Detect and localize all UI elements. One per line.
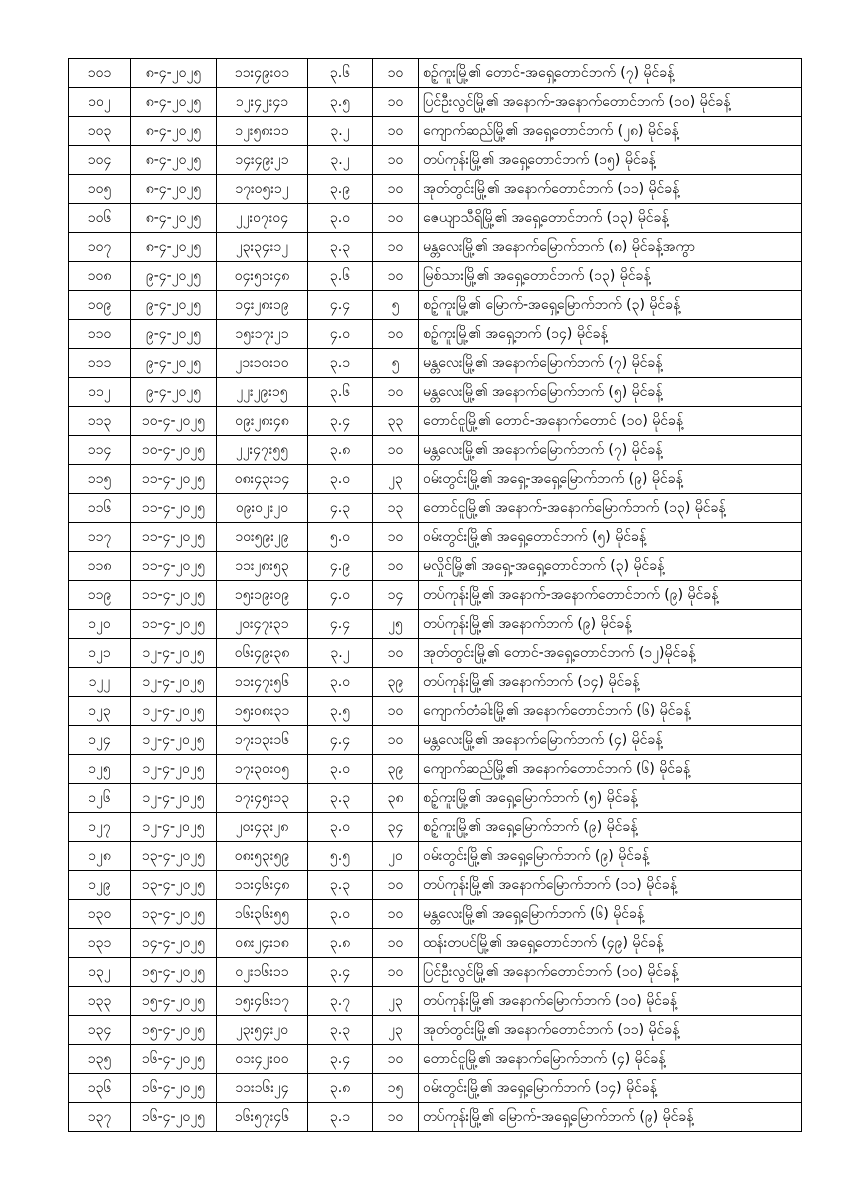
depth-cell: ၁၀ — [373, 117, 419, 146]
location-cell: တောင်ငူမြို့၏ တောင်-အနောက်တောင် (၁၀) မိုင်ခန့် — [419, 407, 802, 436]
location-cell: ဝမ်းတွင်းမြို့၏ အရှေ့-အရှေ့မြောက်ဘက် (၉) မိုင်ခန့် — [419, 465, 802, 494]
date-cell: ၁၂-၄-၂၀၂၅ — [131, 697, 217, 726]
time-cell: ၀၂း၁၆း၁၁ — [217, 958, 308, 987]
table-row — [69, 581, 802, 610]
table-body — [69, 59, 802, 1132]
table-row — [69, 697, 802, 726]
location-cell: တောင်ငူမြို့၏ အနောက်မြောက်ဘက် (၄) မိုင်ခန့် — [419, 1045, 802, 1074]
date-cell: ၈-၄-၂၀၂၅ — [131, 117, 217, 146]
row-number: ၁၃၃ — [69, 987, 131, 1016]
depth-cell: ၁၀ — [373, 204, 419, 233]
row-number: ၁၃၁ — [69, 929, 131, 958]
table-row — [69, 146, 802, 175]
depth-cell: ၁၀ — [373, 88, 419, 117]
earthquake-table — [68, 58, 802, 1132]
magnitude-cell: ၃.၉ — [308, 175, 373, 204]
location-cell: တပ်ကုန်းမြို့၏ အနောက်မြောက်ဘက် (၁၀) မိုင်ခန့် — [419, 987, 802, 1016]
date-cell: ၁၁-၄-၂၀၂၅ — [131, 552, 217, 581]
time-cell: ၀၉း၀၂း၂၀ — [217, 494, 308, 523]
depth-cell: ၃၉ — [373, 668, 419, 697]
row-number: ၁၂၁ — [69, 639, 131, 668]
table-row — [69, 900, 802, 929]
magnitude-cell: ၃.၇ — [308, 987, 373, 1016]
depth-cell: ၃၄ — [373, 813, 419, 842]
table-row — [69, 842, 802, 871]
date-cell: ၉-၄-၂၀၂၅ — [131, 349, 217, 378]
time-cell: ၁၂း၄၂း၄၁ — [217, 88, 308, 117]
location-cell: စဉ့်ကူးမြို့၏ အရှေ့ဘက် (၁၄) မိုင်ခန့် — [419, 320, 802, 349]
row-number: ၁၀၆ — [69, 204, 131, 233]
row-number: ၁၁၇ — [69, 523, 131, 552]
depth-cell: ၃၈ — [373, 784, 419, 813]
magnitude-cell: ၃.၀ — [308, 813, 373, 842]
table-row — [69, 349, 802, 378]
magnitude-cell: ၅.၅ — [308, 842, 373, 871]
location-cell: မန္တလေးမြို့၏ အနောက်မြောက်ဘက် (၇) မိုင်ခန့် — [419, 436, 802, 465]
time-cell: ၁၇း၁၃း၁၆ — [217, 726, 308, 755]
location-cell: မလှိုင်မြို့၏ အရှေ့-အရှေ့တောင်ဘက် (၃) မိုင်ခန့် — [419, 552, 802, 581]
location-cell: ကျောက်ဆည်မြို့၏ အနောက်တောင်ဘက် (၆) မိုင်ခန့် — [419, 755, 802, 784]
magnitude-cell: ၃.၀ — [308, 204, 373, 233]
time-cell: ၁၁း၄၉း၀၁ — [217, 59, 308, 88]
magnitude-cell: ၃.၂ — [308, 117, 373, 146]
table-row — [69, 552, 802, 581]
depth-cell: ၂၅ — [373, 610, 419, 639]
table-row — [69, 262, 802, 291]
magnitude-cell: ၃.၅ — [308, 88, 373, 117]
depth-cell: ၁၀ — [373, 59, 419, 88]
date-cell: ၁၀-၄-၂၀၂၅ — [131, 407, 217, 436]
magnitude-cell: ၄.၀ — [308, 320, 373, 349]
time-cell: ၁၁း၁၆း၂၄ — [217, 1074, 308, 1103]
table-row — [69, 204, 802, 233]
row-number: ၁၀၂ — [69, 88, 131, 117]
date-cell: ၈-၄-၂၀၂၅ — [131, 146, 217, 175]
row-number: ၁၀၉ — [69, 291, 131, 320]
magnitude-cell: ၃.၆ — [308, 378, 373, 407]
table-row — [69, 755, 802, 784]
magnitude-cell: ၄.၃ — [308, 494, 373, 523]
depth-cell: ၁၀ — [373, 639, 419, 668]
date-cell: ၁၁-၄-၂၀၂၅ — [131, 494, 217, 523]
location-cell: စဉ့်ကူးမြို့၏ အရှေ့မြောက်ဘက် (၅) မိုင်ခန့် — [419, 784, 802, 813]
time-cell: ၂၂း၄၇း၅၅ — [217, 436, 308, 465]
row-number: ၁၁၈ — [69, 552, 131, 581]
depth-cell: ၁၀ — [373, 871, 419, 900]
depth-cell: ၁၀ — [373, 378, 419, 407]
location-cell: မြစ်သားမြို့၏ အရှေ့တောင်ဘက် (၁၃) မိုင်ခန့် — [419, 262, 802, 291]
table-row — [69, 610, 802, 639]
date-cell: ၁၄-၄-၂၀၂၅ — [131, 929, 217, 958]
location-cell: တပ်ကုန်းမြို့၏ အနောက်ဘက် (၉) မိုင်ခန့် — [419, 610, 802, 639]
location-cell: အုတ်တွင်းမြို့၏ တောင်-အရှေ့တောင်ဘက် (၁၂)မိုင်ခန့် — [419, 639, 802, 668]
row-number: ၁၀၃ — [69, 117, 131, 146]
table-row — [69, 784, 802, 813]
magnitude-cell: ၃.၈ — [308, 929, 373, 958]
magnitude-cell: ၄.၄ — [308, 726, 373, 755]
magnitude-cell: ၃.၃ — [308, 1016, 373, 1045]
date-cell: ၈-၄-၂၀၂၅ — [131, 88, 217, 117]
magnitude-cell: ၄.၄ — [308, 610, 373, 639]
time-cell: ၁၇း၀၅း၁၂ — [217, 175, 308, 204]
depth-cell: ၂၀ — [373, 842, 419, 871]
time-cell: ၀၉း၂၈း၄၈ — [217, 407, 308, 436]
time-cell: ၂၀း၄၇း၃၁ — [217, 610, 308, 639]
date-cell: ၁၅-၄-၂၀၂၅ — [131, 958, 217, 987]
magnitude-cell: ၃.၅ — [308, 697, 373, 726]
location-cell: မန္တလေးမြို့၏ အနောက်မြောက်ဘက် (၅) မိုင်ခန့် — [419, 378, 802, 407]
date-cell: ၁၁-၄-၂၀၂၅ — [131, 610, 217, 639]
depth-cell: ၁၀ — [373, 175, 419, 204]
magnitude-cell: ၃.၈ — [308, 436, 373, 465]
location-cell: ပြင်ဦးလွင်မြို့၏ အနောက်-အနောက်တောင်ဘက် (၁၀) မိုင်ခန့် — [419, 88, 802, 117]
table-row — [69, 175, 802, 204]
table-row — [69, 958, 802, 987]
magnitude-cell: ၃.၀ — [308, 668, 373, 697]
table-row — [69, 465, 802, 494]
row-number: ၁၃၇ — [69, 1103, 131, 1132]
row-number: ၁၂၄ — [69, 726, 131, 755]
row-number: ၁၀၇ — [69, 233, 131, 262]
magnitude-cell: ၃.၄ — [308, 958, 373, 987]
table-row — [69, 929, 802, 958]
magnitude-cell: ၃.၄ — [308, 407, 373, 436]
row-number: ၁၃၂ — [69, 958, 131, 987]
time-cell: ၁၆း၃၆း၅၅ — [217, 900, 308, 929]
date-cell: ၈-၄-၂၀၂၅ — [131, 233, 217, 262]
table-row — [69, 407, 802, 436]
table-row — [69, 436, 802, 465]
location-cell: ဝမ်းတွင်းမြို့၏ အရှေ့မြောက်ဘက် (၉) မိုင်ခန့် — [419, 842, 802, 871]
table-row — [69, 494, 802, 523]
depth-cell: ၁၅ — [373, 1074, 419, 1103]
location-cell: မန္တလေးမြို့၏ အနောက်မြောက်ဘက် (၇) မိုင်ခန့် — [419, 349, 802, 378]
row-number: ၁၃၆ — [69, 1074, 131, 1103]
time-cell: ၁၅း၁၉း၀၉ — [217, 581, 308, 610]
depth-cell: ၅ — [373, 349, 419, 378]
time-cell: ၁၁း၄၇း၅၆ — [217, 668, 308, 697]
date-cell: ၁၂-၄-၂၀၂၅ — [131, 755, 217, 784]
date-cell: ၁၆-၄-၂၀၂၅ — [131, 1074, 217, 1103]
time-cell: ၂၂း၀၇း၀၄ — [217, 204, 308, 233]
location-cell: အုတ်တွင်းမြို့၏ အနောက်တောင်ဘက် (၁၁) မိုင်ခန့် — [419, 1016, 802, 1045]
time-cell: ၁၁း၄၆း၄၈ — [217, 871, 308, 900]
table-row — [69, 1074, 802, 1103]
row-number: ၁၂၇ — [69, 813, 131, 842]
magnitude-cell: ၄.၀ — [308, 581, 373, 610]
depth-cell: ၂၃ — [373, 1016, 419, 1045]
row-number: ၁၁၉ — [69, 581, 131, 610]
date-cell: ၉-၄-၂၀၂၅ — [131, 291, 217, 320]
date-cell: ၈-၄-၂၀၂၅ — [131, 204, 217, 233]
time-cell: ၁၄း၄၉း၂၁ — [217, 146, 308, 175]
magnitude-cell: ၄.၄ — [308, 291, 373, 320]
magnitude-cell: ၃.၈ — [308, 1074, 373, 1103]
depth-cell: ၂၃ — [373, 987, 419, 1016]
time-cell: ၁၀း၅၉း၂၉ — [217, 523, 308, 552]
row-number: ၁၁၀ — [69, 320, 131, 349]
date-cell: ၁၀-၄-၂၀၂၅ — [131, 436, 217, 465]
depth-cell: ၁၀ — [373, 523, 419, 552]
time-cell: ၁၂း၅၈း၁၁ — [217, 117, 308, 146]
date-cell: ၁၅-၄-၂၀၂၅ — [131, 1016, 217, 1045]
depth-cell: ၅ — [373, 291, 419, 320]
location-cell: မန္တလေးမြို့၏ အနောက်မြောက်ဘက် (၄) မိုင်ခန့် — [419, 726, 802, 755]
date-cell: ၁၂-၄-၂၀၂၅ — [131, 668, 217, 697]
table-row — [69, 1103, 802, 1132]
row-number: ၁၂၉ — [69, 871, 131, 900]
depth-cell: ၁၀ — [373, 900, 419, 929]
time-cell: ၂၃း၅၄း၂၀ — [217, 1016, 308, 1045]
date-cell: ၁၂-၄-၂၀၂၅ — [131, 813, 217, 842]
location-cell: ကျောက်တံခါးမြို့၏ အနောက်တောင်ဘက် (၆) မိုင်ခန့် — [419, 697, 802, 726]
date-cell: ၉-၄-၂၀၂၅ — [131, 320, 217, 349]
date-cell: ၁၃-၄-၂၀၂၅ — [131, 900, 217, 929]
location-cell: အုတ်တွင်းမြို့၏ အနောက်တောင်ဘက် (၁၁) မိုင်ခန့် — [419, 175, 802, 204]
row-number: ၁၀၅ — [69, 175, 131, 204]
magnitude-cell: ၃.၆ — [308, 262, 373, 291]
table-row — [69, 813, 802, 842]
magnitude-cell: ၃.၁ — [308, 1103, 373, 1132]
magnitude-cell: ၃.၃ — [308, 784, 373, 813]
row-number: ၁၂၆ — [69, 784, 131, 813]
location-cell: မန္တလေးမြို့၏ အနောက်မြောက်ဘက် (၈) မိုင်ခန့်အကွာ — [419, 233, 802, 262]
date-cell: ၁၂-၄-၂၀၂၅ — [131, 726, 217, 755]
row-number: ၁၃၄ — [69, 1016, 131, 1045]
time-cell: ၀၈း၂၄း၁၈ — [217, 929, 308, 958]
row-number: ၁၃၅ — [69, 1045, 131, 1074]
location-cell: မန္တလေးမြို့၏ အရှေ့မြောက်ဘက် (၆) မိုင်ခန့် — [419, 900, 802, 929]
location-cell: ဝမ်းတွင်းမြို့၏ အရှေ့တောင်ဘက် (၅) မိုင်ခန့် — [419, 523, 802, 552]
table-row — [69, 726, 802, 755]
depth-cell: ၁၀ — [373, 262, 419, 291]
date-cell: ၁၁-၄-၂၀၂၅ — [131, 465, 217, 494]
magnitude-cell: ၃.၀ — [308, 755, 373, 784]
row-number: ၁၁၂ — [69, 378, 131, 407]
table-row — [69, 1016, 802, 1045]
table-row — [69, 233, 802, 262]
depth-cell: ၁၃ — [373, 494, 419, 523]
time-cell: ၀၄း၅၁း၄၈ — [217, 262, 308, 291]
location-cell: ပြင်ဦးလွင်မြို့၏ အနောက်တောင်ဘက် (၁၀) မိုင်ခန့် — [419, 958, 802, 987]
magnitude-cell: ၅.၀ — [308, 523, 373, 552]
date-cell: ၁၆-၄-၂၀၂၅ — [131, 1103, 217, 1132]
row-number: ၁၁၅ — [69, 465, 131, 494]
row-number: ၁၁၃ — [69, 407, 131, 436]
date-cell: ၉-၄-၂၀၂၅ — [131, 262, 217, 291]
row-number: ၁၀၈ — [69, 262, 131, 291]
time-cell: ၁၄း၂၈း၁၉ — [217, 291, 308, 320]
date-cell: ၉-၄-၂၀၂၅ — [131, 378, 217, 407]
row-number: ၁၂၂ — [69, 668, 131, 697]
magnitude-cell: ၃.၂ — [308, 146, 373, 175]
table-row — [69, 88, 802, 117]
depth-cell: ၃၃ — [373, 407, 419, 436]
table-row — [69, 1045, 802, 1074]
location-cell: တောင်ငူမြို့၏ အနောက်-အနောက်မြောက်ဘက် (၁၃) မိုင်ခန့် — [419, 494, 802, 523]
date-cell: ၁၂-၄-၂၀၂၅ — [131, 784, 217, 813]
depth-cell: ၂၃ — [373, 465, 419, 494]
magnitude-cell: ၃.၆ — [308, 59, 373, 88]
time-cell: ၂၀း၄၃း၂၈ — [217, 813, 308, 842]
depth-cell: ၁၀ — [373, 1045, 419, 1074]
table-row — [69, 871, 802, 900]
location-cell: တပ်ကုန်းမြို့၏ အနောက်မြောက်ဘက် (၁၁) မိုင်ခန့် — [419, 871, 802, 900]
time-cell: ၂၃း၃၄း၁၂ — [217, 233, 308, 262]
location-cell: တပ်ကုန်းမြို့၏ အရှေ့တောင်ဘက် (၁၅) မိုင်ခန့် — [419, 146, 802, 175]
magnitude-cell: ၃.၀ — [308, 900, 373, 929]
time-cell: ၁၁း၂၈း၅၃ — [217, 552, 308, 581]
time-cell: ၀၆း၄၉း၃၈ — [217, 639, 308, 668]
depth-cell: ၁၀ — [373, 726, 419, 755]
location-cell: တပ်ကုန်းမြို့၏ မြောက်-အရှေ့မြောက်ဘက် (၉) မိုင်ခန့် — [419, 1103, 802, 1132]
depth-cell: ၁၀ — [373, 958, 419, 987]
depth-cell: ၁၀ — [373, 436, 419, 465]
depth-cell: ၁၄ — [373, 581, 419, 610]
magnitude-cell: ၃.၁ — [308, 349, 373, 378]
location-cell: ထန်းတပင်မြို့၏ အရှေ့တောင်ဘက် (၄၉) မိုင်ခန့် — [419, 929, 802, 958]
date-cell: ၁၆-၄-၂၀၂၅ — [131, 1045, 217, 1074]
table-row — [69, 59, 802, 88]
row-number: ၁၀၁ — [69, 59, 131, 88]
time-cell: ၁၅း၄၆း၁၇ — [217, 987, 308, 1016]
row-number: ၁၃၀ — [69, 900, 131, 929]
date-cell: ၁၅-၄-၂၀၂၅ — [131, 987, 217, 1016]
table-row — [69, 987, 802, 1016]
location-cell: စဉ့်ကူးမြို့၏ မြောက်-အရှေ့မြောက်ဘက် (၃) မိုင်ခန့် — [419, 291, 802, 320]
date-cell: ၁၃-၄-၂၀၂၅ — [131, 842, 217, 871]
depth-cell: ၁၀ — [373, 552, 419, 581]
magnitude-cell: ၃.၂ — [308, 639, 373, 668]
location-cell: တပ်ကုန်းမြို့၏ အနောက်-အနောက်တောင်ဘက် (၉) မိုင်ခန့် — [419, 581, 802, 610]
magnitude-cell: ၃.၄ — [308, 1045, 373, 1074]
depth-cell: ၁၀ — [373, 233, 419, 262]
time-cell: ၂၁း၁၀း၁၀ — [217, 349, 308, 378]
time-cell: ၁၇း၃၀း၀၅ — [217, 755, 308, 784]
depth-cell: ၃၉ — [373, 755, 419, 784]
depth-cell: ၁၀ — [373, 320, 419, 349]
date-cell: ၁၃-၄-၂၀၂၅ — [131, 871, 217, 900]
depth-cell: ၁၀ — [373, 929, 419, 958]
depth-cell: ၁၀ — [373, 146, 419, 175]
location-cell: ဇေယျာသီရိမြို့၏ အရှေ့တောင်ဘက် (၁၃) မိုင်ခန့် — [419, 204, 802, 233]
table-row — [69, 117, 802, 146]
location-cell: တပ်ကုန်းမြို့၏ အနောက်ဘက် (၁၄) မိုင်ခန့် — [419, 668, 802, 697]
date-cell: ၁၁-၄-၂၀၂၅ — [131, 523, 217, 552]
time-cell: ၀၈း၄၃း၁၄ — [217, 465, 308, 494]
time-cell: ၂၂း၂၉း၁၅ — [217, 378, 308, 407]
row-number: ၁၁၁ — [69, 349, 131, 378]
time-cell: ၁၅း၀၈း၃၁ — [217, 697, 308, 726]
table-row — [69, 378, 802, 407]
row-number: ၁၂၈ — [69, 842, 131, 871]
table-row — [69, 668, 802, 697]
depth-cell: ၁၀ — [373, 697, 419, 726]
time-cell: ၀၁း၄၂း၀၀ — [217, 1045, 308, 1074]
location-cell: စဉ့်ကူးမြို့၏ တောင်-အရှေ့တောင်ဘက် (၇) မိုင်ခန့် — [419, 59, 802, 88]
row-number: ၁၁၆ — [69, 494, 131, 523]
row-number: ၁၂၅ — [69, 755, 131, 784]
date-cell: ၈-၄-၂၀၂၅ — [131, 175, 217, 204]
time-cell: ၁၇း၄၅း၁၃ — [217, 784, 308, 813]
date-cell: ၈-၄-၂၀၂၅ — [131, 59, 217, 88]
table-row — [69, 320, 802, 349]
time-cell: ၁၆း၅၇း၄၆ — [217, 1103, 308, 1132]
location-cell: ဝမ်းတွင်းမြို့၏ အရှေ့မြောက်ဘက် (၁၄) မိုင်ခန့် — [419, 1074, 802, 1103]
table-row — [69, 523, 802, 552]
time-cell: ၁၅း၁၇း၂၁ — [217, 320, 308, 349]
row-number: ၁၁၄ — [69, 436, 131, 465]
time-cell: ၀၈း၅၃း၅၉ — [217, 842, 308, 871]
magnitude-cell: ၄.၉ — [308, 552, 373, 581]
date-cell: ၁၂-၄-၂၀၂၅ — [131, 639, 217, 668]
row-number: ၁၀၄ — [69, 146, 131, 175]
magnitude-cell: ၃.၃ — [308, 233, 373, 262]
date-cell: ၁၁-၄-၂၀၂၅ — [131, 581, 217, 610]
magnitude-cell: ၃.၀ — [308, 465, 373, 494]
magnitude-cell: ၃.၃ — [308, 871, 373, 900]
location-cell: ကျောက်ဆည်မြို့၏ အရှေ့တောင်ဘက် (၂၈) မိုင်ခန့် — [419, 117, 802, 146]
table-row — [69, 291, 802, 320]
row-number: ၁၂၃ — [69, 697, 131, 726]
row-number: ၁၂၀ — [69, 610, 131, 639]
location-cell: စဉ့်ကူးမြို့၏ အရှေ့မြောက်ဘက် (၉) မိုင်ခန့် — [419, 813, 802, 842]
table-row — [69, 639, 802, 668]
depth-cell: ၁၀ — [373, 1103, 419, 1132]
